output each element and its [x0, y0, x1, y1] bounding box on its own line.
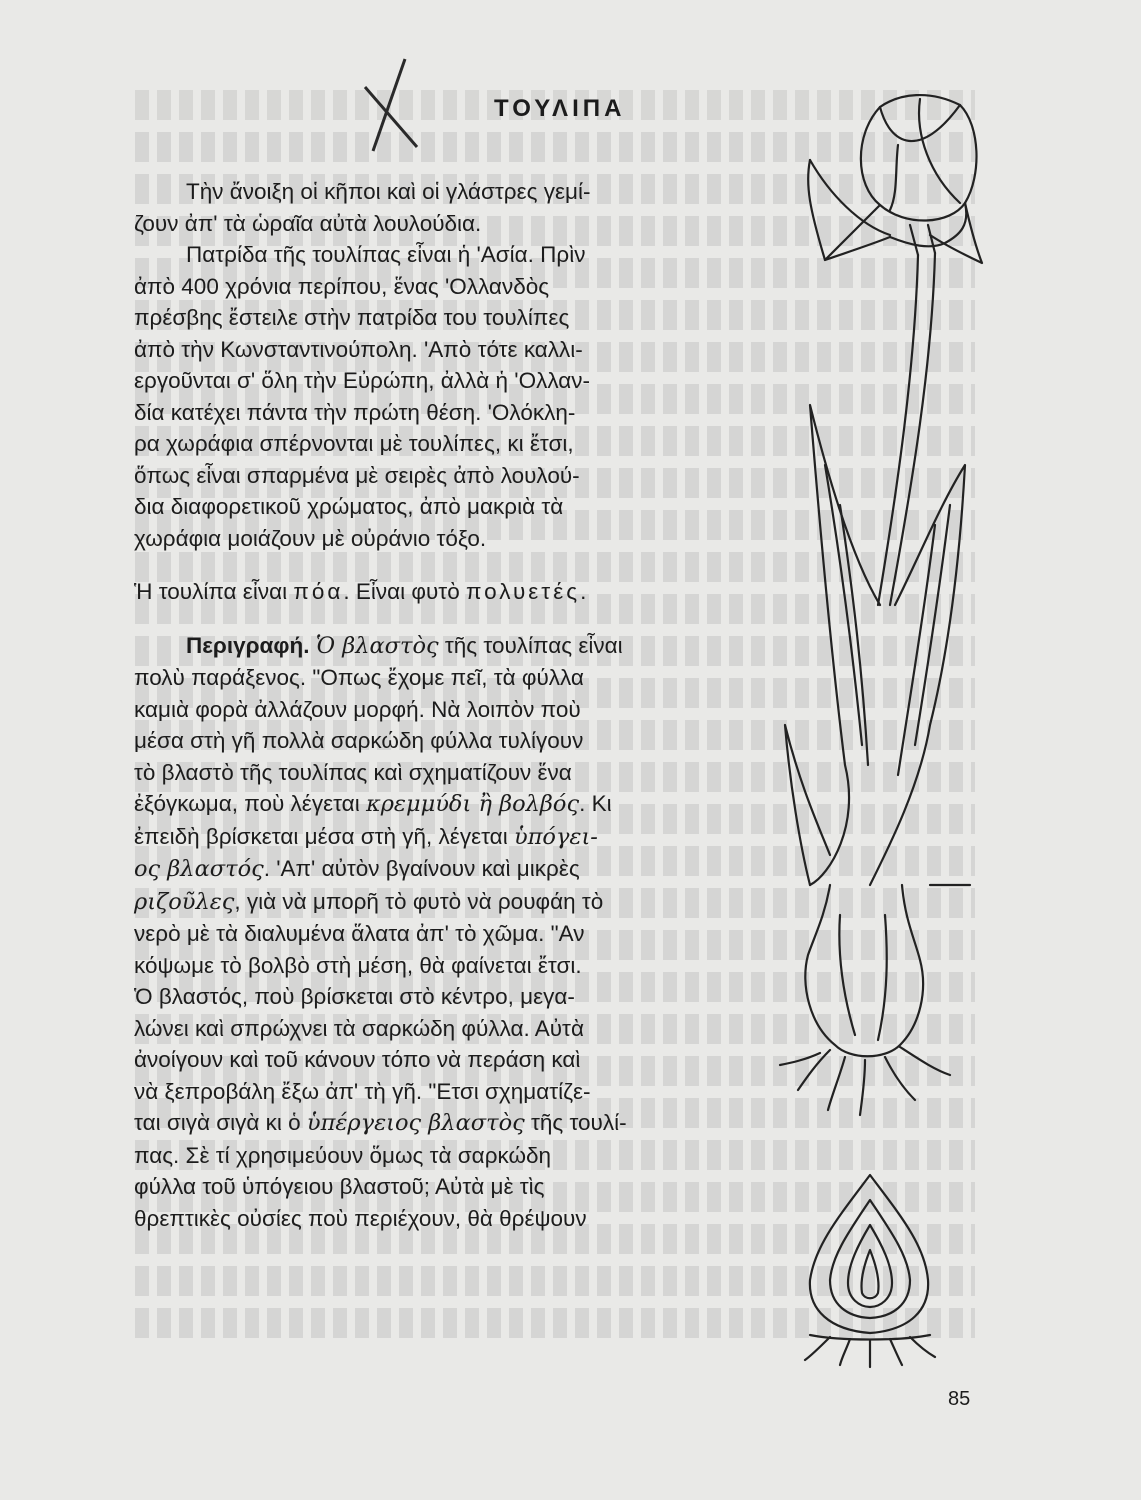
- text-line: Πατρίδα τῆς τουλίπας εἶναι ἡ 'Ασία. Πρὶν: [186, 242, 586, 267]
- stem-drawing: [878, 253, 935, 605]
- text-span: , γιὰ νὰ μπορῆ τὸ φυτὸ νὰ ρουφάη τὸ: [234, 888, 604, 914]
- italic-term: Ὁ βλαστὸς: [315, 632, 439, 659]
- text-line: [134, 853, 754, 886]
- text-line: καμιὰ φορὰ ἀλλάζουν μορφή. Νὰ λοιπὸν ποὺ: [134, 696, 581, 722]
- text-span: ἐπειδὴ βρίσκεται μέσα στὴ γῆ, λέγεται: [134, 823, 514, 849]
- text-line: πολὺ παράξενος. "Οπως ἔχομε πεῖ, τὰ φύλλα: [134, 665, 584, 690]
- tulip-flower-drawing: [808, 95, 982, 263]
- chapter-title: ΤΟΥΛΙΠΑ: [494, 95, 626, 122]
- text-line: πας. Σὲ τί χρησιμεύουν ὅμως τὰ σαρκώδη: [134, 1142, 552, 1168]
- italic-term: ριζοῦλες: [134, 888, 235, 915]
- text-span: ται σιγὰ σιγὰ κι ὁ: [134, 1110, 307, 1135]
- text-line: κόψωμε τὸ βολβὸ στὴ μέση, θὰ φαίνεται ἔτσι.: [134, 952, 582, 978]
- text-span: . 'Απ' αὐτὸν βγαίνουν καὶ μικρὲς: [263, 856, 580, 881]
- text-line: δία κατέχει πάντα τὴν πρώτη θέση. 'Ολόκλη-: [134, 399, 576, 425]
- tulip-illustration: [770, 85, 1000, 1370]
- text-line: νερὸ μὲ τὰ διαλυμένα ἅλατα ἀπ' τὸ χῶμα. "Αν: [134, 921, 585, 946]
- leaf-drawing: [785, 405, 965, 885]
- bulb-cross-section-drawing: [805, 1175, 935, 1367]
- emphasis-term: πολυετές: [465, 579, 581, 604]
- text-line: ζουν ἀπ' τὰ ὡραῖα αὐτὰ λουλούδια.: [134, 210, 482, 236]
- text-line: μέσα στὴ γῆ πολλὰ σαρκώδη φύλλα τυλίγουν: [134, 728, 584, 753]
- text-line: θρεπτικὲς οὐσίες ποὺ περιέχουν, θὰ θρέψουν: [134, 1205, 587, 1231]
- page-number: 85: [948, 1388, 971, 1410]
- text-span: . Εἶναι φυτὸ: [343, 579, 466, 604]
- text-span: . Κι: [579, 791, 612, 816]
- text-line: εργοῦνται σ' ὅλη τὴν Εὐρώπη, ἀλλὰ ἡ 'Ολλαν-: [134, 368, 590, 393]
- bulb-drawing: [805, 885, 970, 1056]
- text-line: [134, 821, 754, 854]
- text-line: νὰ ξεπροβάλη ἔξω ἀπ' τὴ γῆ. "Ετσι σχηματίζε-: [134, 1078, 591, 1104]
- text-span: .: [580, 579, 587, 604]
- text-line: [134, 886, 754, 919]
- text-span: τῆς τουλί-: [524, 1110, 627, 1135]
- emphasis-term: πόα: [293, 579, 344, 604]
- text-line: ἀπὸ 400 χρόνια περίπου, ἕνας 'Ολλανδὸς: [134, 273, 550, 299]
- text-line: [134, 788, 754, 821]
- italic-term: ὑπέργειος βλαστὸς: [306, 1110, 525, 1136]
- italic-term: κρεμμύδι ἢ βολβός: [365, 791, 580, 817]
- text-line: φύλλα τοῦ ὑπόγειου βλαστοῦ; Αὐτὰ μὲ τὶς: [134, 1174, 545, 1199]
- text-line: ἀπὸ τὴν Κωνσταντινούπολη. 'Απὸ τότε καλλι-: [134, 336, 583, 362]
- italic-term: ος βλαστός: [134, 856, 264, 882]
- text-span: ἐξόγκωμα, ποὺ λέγεται: [134, 791, 366, 816]
- text-line: [134, 576, 754, 608]
- italic-term: ὑπόγει-: [513, 823, 598, 850]
- text-line: χωράφια μοιάζουν μὲ οὐράνιο τόξο.: [134, 525, 487, 551]
- text-line: ὅπως εἶναι σπαρμένα μὲ σειρὲς ἀπὸ λουλού-: [134, 462, 580, 488]
- section-heading: Περιγραφή.: [186, 632, 310, 658]
- handwritten-cross-mark: [355, 55, 425, 155]
- text-span: τῆς τουλίπας εἶναι: [444, 632, 623, 658]
- text-line: Ὁ βλαστός, ποὺ βρίσκεται στὸ κέντρο, μεγα-: [134, 984, 575, 1009]
- text-line: Τὴν ἄνοιξη οἱ κῆποι καὶ οἱ γλάστρες γεμί-: [186, 179, 591, 204]
- text-line: πρέσβης ἔστειλε στὴν πατρίδα του τουλίπες: [134, 305, 570, 330]
- text-line: ἀνοίγουν καὶ τοῦ κάνουν τόπο νὰ περάση καὶ: [134, 1047, 581, 1072]
- text-line: τὸ βλαστὸ τῆς τουλίπας καὶ σχηματίζουν ἕνα: [134, 759, 572, 785]
- text-line: [134, 630, 754, 663]
- text-line: [134, 1107, 754, 1140]
- text-line: λώνει καὶ σπρώχνει τὰ σαρκώδη φύλλα. Αὐτὰ: [134, 1015, 584, 1041]
- text-span: Ἡ τουλίπα εἶναι: [134, 579, 294, 604]
- body-text: [134, 176, 754, 1234]
- text-line: δια διαφορετικοῦ χρώματος, ἀπὸ μακριὰ τὰ: [134, 494, 564, 519]
- text-line: ρα χωράφια σπέρνονται μὲ τουλίπες, κι ἔτσι,: [134, 431, 574, 456]
